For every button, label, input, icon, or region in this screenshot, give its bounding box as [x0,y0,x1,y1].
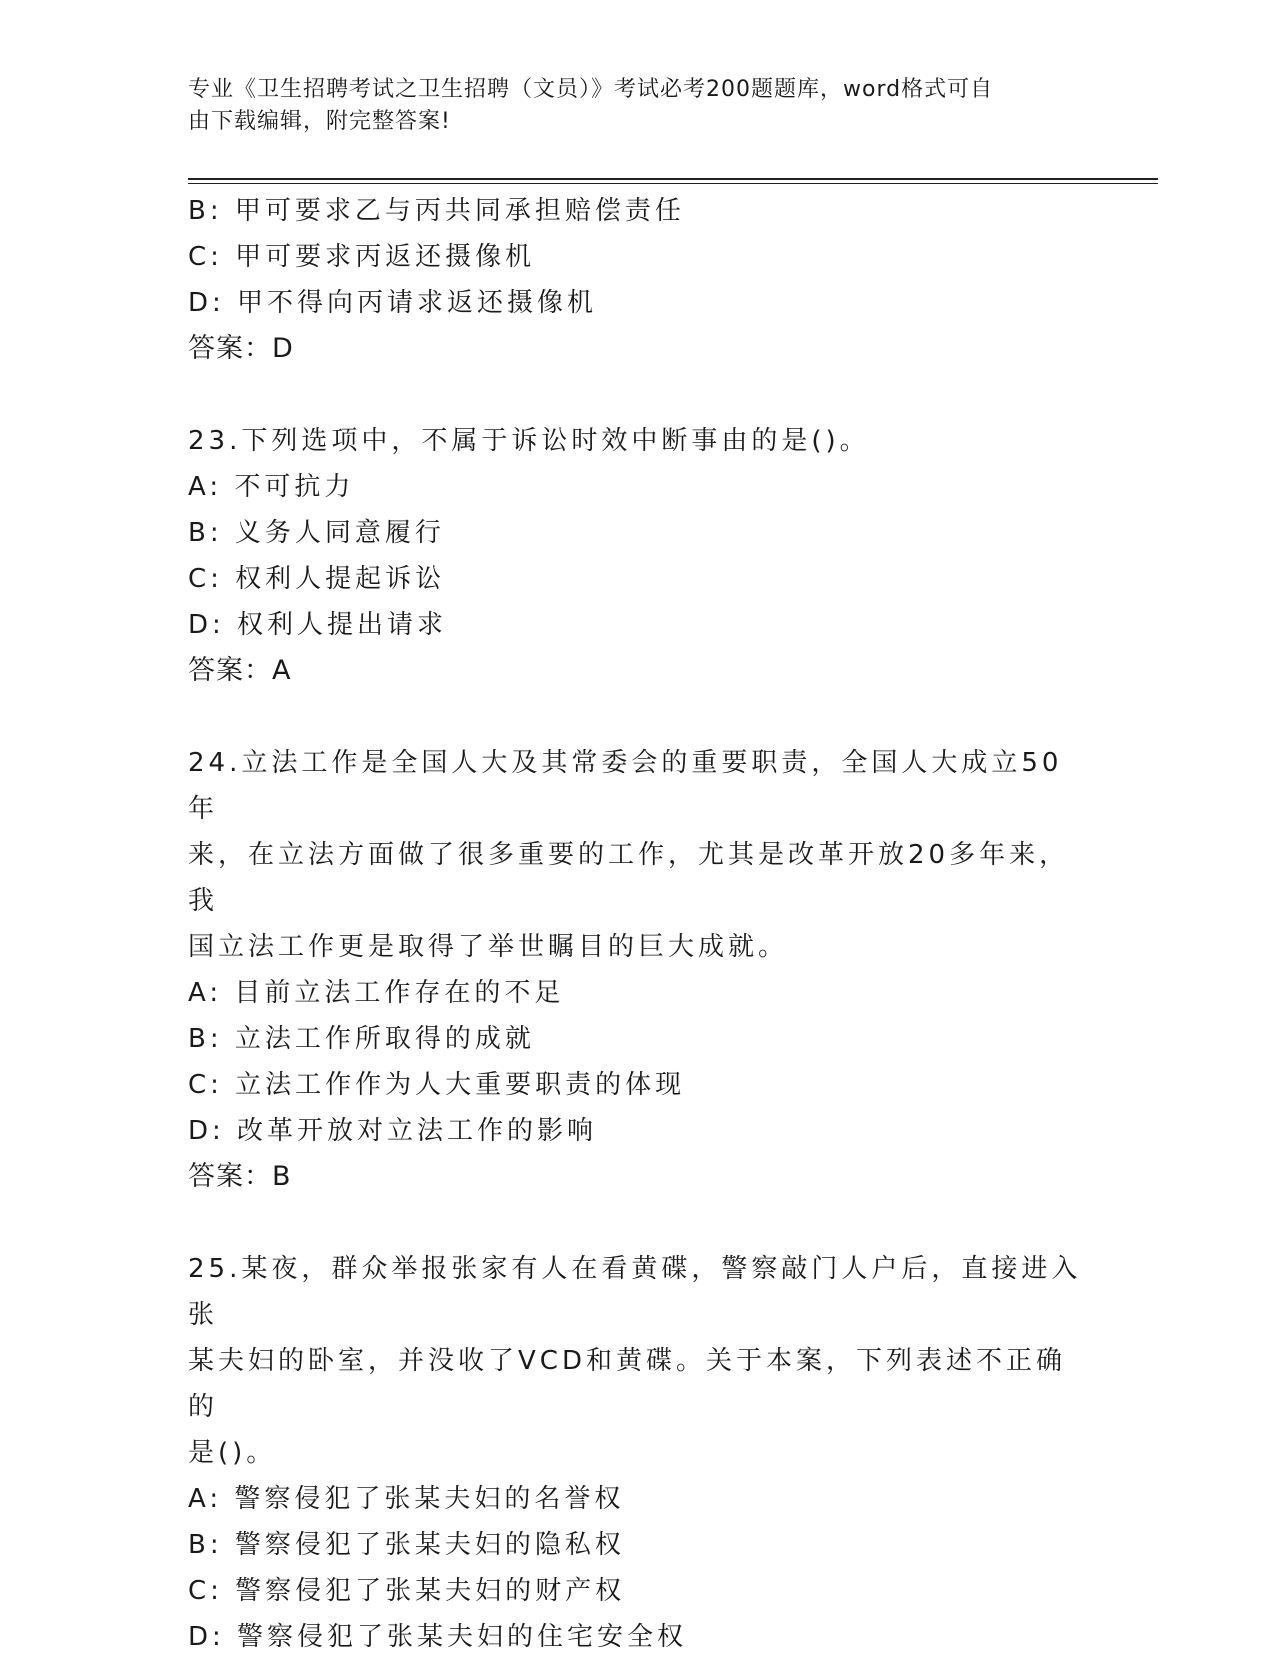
answer-label: 答案：B [188,1161,292,1192]
header-divider-thick [188,178,1158,180]
option-b: B: 立法工作所取得的成就 [188,1024,535,1054]
option-b: B: 义务人同意履行 [188,518,445,548]
question-24 [188,740,1088,1200]
option-a: A: 警察侵犯了张某夫妇的名誉权 [188,1484,625,1514]
option-d: D: 权利人提出请求 [188,610,448,640]
question-23 [188,418,1088,694]
header-divider-thin [188,183,1158,184]
header-line-1: 专业《卫生招聘考试之卫生招聘（文员）》考试必考200题题库，word格式可自 [188,77,994,102]
document-body [188,188,1088,1660]
option-c: C: 甲可要求丙返还摄像机 [188,242,536,272]
option-d: D: 警察侵犯了张某夫妇的住宅安全权 [188,1622,688,1652]
answer-label: 答案：A [188,655,292,686]
option-d: D: 改革开放对立法工作的影响 [188,1116,598,1146]
question-line-2: 来，在立法方面做了很多重要的工作，尤其是改革开放20多年来，我 [188,840,1070,916]
question-text [188,740,1088,970]
question-line-1: 25.某夜，群众举报张家有人在看黄碟，警察敲门人户后，直接进入张 [188,1254,1082,1330]
question-22-continued [188,188,1088,372]
document-header [188,74,1068,138]
question-text [188,1246,1088,1476]
question-25 [188,1246,1088,1660]
option-a: A: 不可抗力 [188,472,355,502]
question-line-2: 某夫妇的卧室，并没收了VCD和黄碟。关于本案，下列表述不正确的 [188,1346,1066,1422]
option-c: C: 立法工作作为人大重要职责的体现 [188,1070,686,1100]
option-b: B: 警察侵犯了张某夫妇的隐私权 [188,1530,625,1560]
question-text: 23.下列选项中，不属于诉讼时效中断事由的是()。 [188,426,870,456]
option-c: C: 权利人提起诉讼 [188,564,446,594]
header-line-2: 由下载编辑，附完整答案! [188,109,451,134]
option-b: B: 甲可要求乙与丙共同承担赔偿责任 [188,196,685,226]
question-line-3: 国立法工作更是取得了举世瞩目的巨大成就。 [188,932,789,962]
question-line-3: 是()。 [188,1438,277,1468]
question-line-1: 24.立法工作是全国人大及其常委会的重要职责，全国人大成立50年 [188,748,1063,824]
option-a: A: 目前立法工作存在的不足 [188,978,565,1008]
option-c: C: 警察侵犯了张某夫妇的财产权 [188,1576,626,1606]
option-d: D: 甲不得向丙请求返还摄像机 [188,288,598,318]
answer-label: 答案：D [188,333,294,364]
